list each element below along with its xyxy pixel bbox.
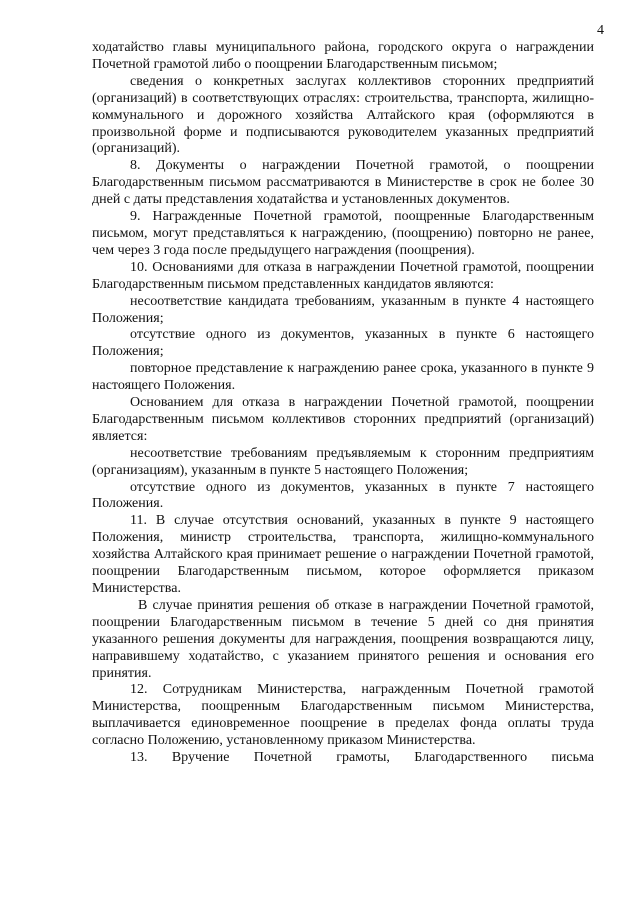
paragraph: 11. В случае отсутствия оснований, указанных в пункте 9 настоящего Положения, министр строительства, транспорта, жилищно-коммунального хозяйства Алтайского края принимает решение о награждении Почетной грамотой, поощрении Благодарственным письмом, которое оформляется приказом Министерства. [92, 513, 594, 596]
paragraph: повторное представление к награждению ранее срока, указанного в пункте 9 настоящего Положения. [92, 361, 594, 394]
paragraph: отсутствие одного из документов, указанных в пункте 7 настоящего Положения. [92, 479, 594, 512]
paragraph: 12. Сотрудникам Министерства, награжденным Почетной грамотой Министерства, поощренным Благодарственным письмом Министерства, выплачивается единовременное поощрение в пределах фонда оплаты труда согласно Положению, установленному приказом Министерства. [92, 682, 594, 749]
paragraph: В случае принятия решения об отказе в награждении Почетной грамотой, поощрении Благодарственным письмом в течение 5 дней со дня принятия указанного решения документы для награждения, поощрения возвращаются лицу, направившему ходатайство, с указанием принятого решения и основания его принятия. [92, 597, 594, 681]
paragraph: сведения о конкретных заслугах коллективов сторонних предприятий (организаций) в соответствующих отраслях: строительства, транспорта, жилищно-коммунального и дорожного хозяйства Алтайского края (оформляются в произвольной форме и подписываются руководителем указанных предприятий (организаций). [92, 73, 594, 157]
paragraph: отсутствие одного из документов, указанных в пункте 6 настоящего Положения; [92, 327, 594, 360]
document-body [92, 40, 594, 767]
paragraph: ходатайство главы муниципального района, городского округа о награждении Почетной грамотой либо о поощрении Благодарственным письмом; [92, 40, 594, 72]
paragraph: 9. Награжденные Почетной грамотой, поощренные Благодарственным письмом, могут представляться к награждению, (поощрению) повторно не ранее, чем через 3 года после предыдущего награждения (поощрения). [92, 209, 594, 258]
paragraph: несоответствие кандидата требованиям, указанным в пункте 4 настоящего Положения; [92, 293, 594, 326]
paragraph: несоответствие требованиям предъявляемым к сторонним предприятиям (организациям), указанным в пункте 5 настоящего Положения; [92, 445, 594, 478]
paragraph: 13. Вручение Почетной грамоты, Благодарственного письма [130, 750, 594, 766]
paragraph: 10. Основаниями для отказа в награждении Почетной грамотой, поощрении Благодарственным письмом представленных кандидатов являются: [92, 259, 594, 292]
page-number: 4 [597, 23, 604, 38]
paragraph: 8. Документы о награждении Почетной грамотой, о поощрении Благодарственным письмом рассматриваются в Министерстве в срок не более 30 дней с даты представления ходатайства и установленных документов. [92, 158, 594, 208]
paragraph: Основанием для отказа в награждении Почетной грамотой, поощрении Благодарственным письмом коллективов сторонних предприятий (организаций) является: [92, 395, 594, 444]
